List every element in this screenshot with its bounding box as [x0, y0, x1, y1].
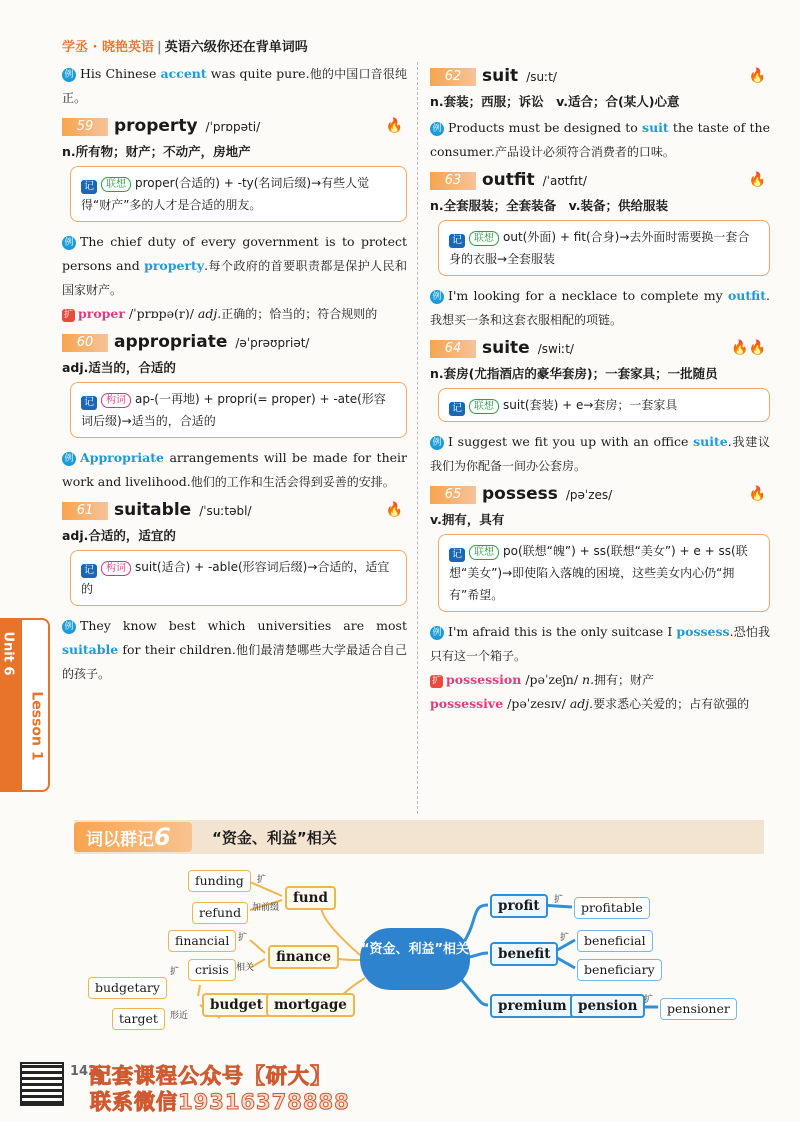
phonetic: /ˈsuːtəbl/ [199, 504, 252, 518]
note-ext: 扩 [560, 933, 570, 943]
example-accent [62, 62, 407, 110]
headword-text: suit [482, 66, 519, 86]
definition: n.所有物；财产；不动产，房地产 [62, 144, 251, 159]
node-profit: profit [490, 894, 548, 918]
entry-number: 59 [62, 118, 108, 136]
note-ext: 扩 [644, 995, 654, 1005]
example-badge: 例 [62, 620, 76, 634]
extension-pos: n. [582, 672, 595, 687]
extension-definition: 要求悉心关爱的；占有欲强的 [593, 697, 750, 711]
example-text: . [727, 434, 732, 449]
tip-icon: 记 [81, 180, 97, 194]
keyword: suit [642, 120, 669, 135]
banner-number: 6 [154, 823, 171, 851]
keyword: suitable [62, 642, 119, 657]
extension-definition: 正确的；恰当的；符合规则的 [221, 307, 378, 321]
node-budget: budget [202, 993, 271, 1017]
flame-icon: 🔥 [385, 502, 403, 518]
headword [114, 500, 252, 520]
extension-word: possession [446, 672, 522, 687]
headword-text: property [114, 116, 198, 136]
entry-number: 62 [430, 68, 476, 86]
example-badge: 例 [62, 452, 76, 466]
extension-possession [430, 668, 770, 692]
extension-word: possessive [430, 696, 504, 711]
note-related: 相关 [236, 963, 255, 973]
extension-pos: adj. [569, 696, 594, 711]
example-suite [430, 430, 770, 478]
note-ext: 扩 [170, 967, 180, 977]
headword-text: suite [482, 338, 530, 358]
tip-icon: 记 [449, 402, 465, 416]
definition: adj.合适的，适宜的 [62, 528, 176, 543]
flame-icon: 🔥🔥 [731, 340, 766, 356]
example-badge: 例 [430, 436, 444, 450]
example-text: I'm afraid this is the only suitcase I [448, 624, 677, 639]
example-translation: 产品设计必须符合消费者的口味。 [494, 145, 675, 159]
word-group-banner [74, 820, 764, 854]
tip-tag: 联想 [469, 231, 499, 246]
mind-map-center: “资金、利益”相关 [360, 928, 470, 990]
headword [482, 66, 557, 86]
extension-badge: 扩 [431, 676, 441, 686]
entry-59-header [62, 116, 407, 138]
headword-text: appropriate [114, 332, 228, 352]
example-text: for their children. [118, 642, 236, 657]
header-separator: | [157, 40, 162, 55]
note-ext: 扩 [554, 895, 564, 905]
node-benefit: benefit [490, 942, 558, 966]
keyword: property [144, 258, 205, 273]
example-outfit [430, 284, 770, 332]
tip-tag: 联想 [469, 399, 499, 414]
extension-phonetic: /pəˈzesɪv/ [507, 696, 566, 711]
node-funding: funding [188, 870, 251, 892]
example-badge: 例 [430, 122, 444, 136]
tip-text: out(外面) + fit(合身)→去外面时需要换一套合身的衣服→全套服装 [449, 230, 750, 266]
banner-label-text: 词以群记 [86, 830, 154, 850]
example-translation: 他的中国口音很纯正。 [62, 67, 407, 105]
phonetic: /ˈaʊtfɪt/ [542, 174, 587, 188]
phonetic: /suːt/ [526, 70, 557, 84]
banner-label [74, 822, 192, 852]
extension-badge: 扩 [63, 310, 73, 320]
example-text: was quite pure. [206, 66, 310, 81]
example-translation: 我想买一条和这套衣服相配的项链。 [430, 313, 623, 327]
headword [114, 332, 309, 352]
entry-64-header [430, 338, 770, 360]
example-text: the taste of the consumer. [430, 120, 770, 159]
note-prefix: 加前缀 [252, 903, 280, 913]
lesson-label: Lesson 1 [28, 691, 45, 761]
headword [114, 116, 260, 136]
extension-word: proper [78, 306, 125, 321]
example-translation: 他们的工作和生活会得到妥善的安排。 [190, 475, 395, 489]
example-badge: 例 [430, 290, 444, 304]
keyword: Appropriate [80, 450, 165, 465]
example-text: Products must be designed to [448, 120, 643, 135]
watermark-line-2: 联系微信19316378888 [90, 1090, 350, 1114]
definition: v.拥有，具有 [430, 512, 505, 527]
tip-tag: 联想 [469, 545, 499, 560]
example-text: His Chinese [80, 66, 161, 81]
mind-map [60, 860, 780, 1040]
headword-text: possess [482, 484, 558, 504]
headword-text: suitable [114, 500, 192, 520]
example-text: . [766, 288, 770, 303]
note-ext: 扩 [238, 933, 248, 943]
entry-60-header [62, 332, 407, 354]
node-target: target [112, 1008, 165, 1030]
entry-number: 61 [62, 502, 108, 520]
node-beneficiary: beneficiary [577, 959, 662, 981]
keyword: possess [676, 624, 730, 639]
tip-tag: 联想 [101, 177, 131, 192]
example-text: I'm looking for a necklace to complete my [448, 288, 728, 303]
extension-possessive [430, 692, 770, 716]
header-title: 英语六级你还在背单词吗 [164, 40, 308, 55]
node-crisis: crisis [188, 959, 236, 981]
phonetic: /əˈprəʊpriət/ [235, 336, 310, 350]
entry-61-header [62, 500, 407, 522]
flame-icon: 🔥 [385, 118, 403, 134]
example-text: arrangements will be made for their work and livelihood. [62, 450, 407, 489]
memory-tip [438, 534, 770, 612]
keyword: suite [693, 434, 728, 449]
example-appropriate [62, 446, 407, 494]
example-text: I suggest we fit you up with an office [448, 434, 694, 449]
entry-65-header [430, 484, 770, 506]
memory-tip [70, 382, 407, 438]
entry-number: 64 [430, 340, 476, 358]
tip-tag: 构词 [101, 561, 131, 576]
note-similar: 形近 [170, 1011, 189, 1021]
node-fund: fund [285, 886, 336, 910]
example-badge: 例 [62, 236, 76, 250]
header-brand: 学丞 · 晓艳英语 [62, 40, 154, 55]
example-suit [430, 116, 770, 164]
tip-icon: 记 [81, 396, 97, 410]
example-text: The chief duty of every government is to protect persons and [62, 234, 407, 273]
example-translation: 我建议我们为你配备一间办公套房。 [430, 435, 770, 473]
phonetic: /swiːt/ [537, 342, 574, 356]
entry-number: 65 [430, 486, 476, 504]
tip-icon: 记 [81, 564, 97, 578]
example-text: . [204, 258, 209, 273]
example-property [62, 230, 407, 302]
node-financial: financial [168, 930, 236, 952]
example-translation: 他们最清楚哪些大学最适合自己的孩子。 [62, 643, 407, 681]
definition: adj.适当的，合适的 [62, 360, 176, 375]
example-translation: 恐怕我只有这一个箱子。 [430, 625, 770, 663]
unit-side-tab [0, 618, 50, 792]
example-badge: 例 [62, 68, 76, 82]
extension-pos: adj. [197, 306, 222, 321]
example-badge: 例 [430, 626, 444, 640]
flame-icon: 🔥 [748, 486, 766, 502]
tip-icon: 记 [449, 234, 465, 248]
tip-text: suit(适合) + -able(形容词后缀)→合适的，适宜的 [81, 560, 390, 596]
page-header [62, 36, 308, 55]
example-text: . [729, 624, 734, 639]
left-column [62, 62, 407, 686]
tip-text: proper(合适的) + -ty(名词后缀)→有些人觉得“财产”多的人才是合适的朋友。 [81, 176, 370, 212]
memory-tip [70, 550, 407, 606]
headword [482, 170, 587, 190]
example-suitable [62, 614, 407, 686]
keyword: outfit [727, 288, 767, 303]
node-budgetary: budgetary [88, 977, 167, 999]
tip-text: po(联想“魄”) + ss(联想“美女”) + e + ss(联想“美女”)→即使陷入落魄的困境，这些美女内心仍“拥有”希望。 [449, 544, 748, 602]
node-finance: finance [268, 945, 339, 969]
example-possess [430, 620, 770, 668]
extension-proper [62, 302, 407, 326]
flame-icon: 🔥 [748, 68, 766, 84]
memory-tip [438, 220, 770, 276]
headword-text: outfit [482, 170, 535, 190]
node-pension: pension [570, 994, 645, 1018]
page-number: 142 [70, 1064, 98, 1079]
extension-phonetic: /ˈprɒpə(r)/ [128, 306, 194, 321]
entry-62-header [430, 66, 770, 88]
node-premium: premium [490, 994, 575, 1018]
extension-phonetic: /pəˈzeʃn/ [525, 672, 579, 687]
definition: n.全套服装；全套装备 v.装备；供给服装 [430, 198, 669, 213]
entry-63-header [430, 170, 770, 192]
headword [482, 484, 612, 504]
tip-icon: 记 [449, 548, 465, 562]
definition: n.套房(尤指酒店的豪华套房)；一套家具；一批随员 [430, 366, 718, 381]
banner-title: “资金、利益”相关 [212, 829, 337, 847]
definition: n.套装；西服；诉讼 v.适合；合(某人)心意 [430, 94, 680, 109]
headword [482, 338, 574, 358]
memory-tip [70, 166, 407, 222]
column-divider [417, 62, 418, 814]
flame-icon: 🔥 [748, 172, 766, 188]
node-mortgage: mortgage [266, 993, 355, 1017]
example-text: They know best which universities are most [80, 618, 407, 633]
node-profitable: profitable [574, 897, 650, 919]
node-beneficial: beneficial [577, 930, 653, 952]
tip-tag: 构词 [101, 393, 131, 408]
tip-text: ap-(一再地) + propri(= proper) + -ate(形容词后缀)→适当的，合适的 [81, 392, 386, 428]
keyword: accent [160, 66, 207, 81]
right-column [430, 62, 770, 716]
example-translation: 每个政府的首要职责都是保护人民和国家财产。 [62, 259, 407, 297]
unit-label: Unit 6 [0, 631, 16, 676]
node-refund: refund [192, 902, 248, 924]
phonetic: /ˈprɒpəti/ [205, 120, 261, 134]
qr-code-icon [20, 1062, 64, 1106]
entry-number: 63 [430, 172, 476, 190]
node-pensioner: pensioner [660, 998, 737, 1020]
tip-text: suit(套装) + e→套房；一套家具 [503, 398, 678, 412]
watermark-line-1: 配套课程公众号【研大】 [90, 1064, 332, 1088]
memory-tip [438, 388, 770, 422]
note-ext: 扩 [257, 875, 267, 885]
entry-number: 60 [62, 334, 108, 352]
extension-definition: 拥有；财产 [594, 673, 655, 687]
phonetic: /pəˈzes/ [565, 488, 613, 502]
